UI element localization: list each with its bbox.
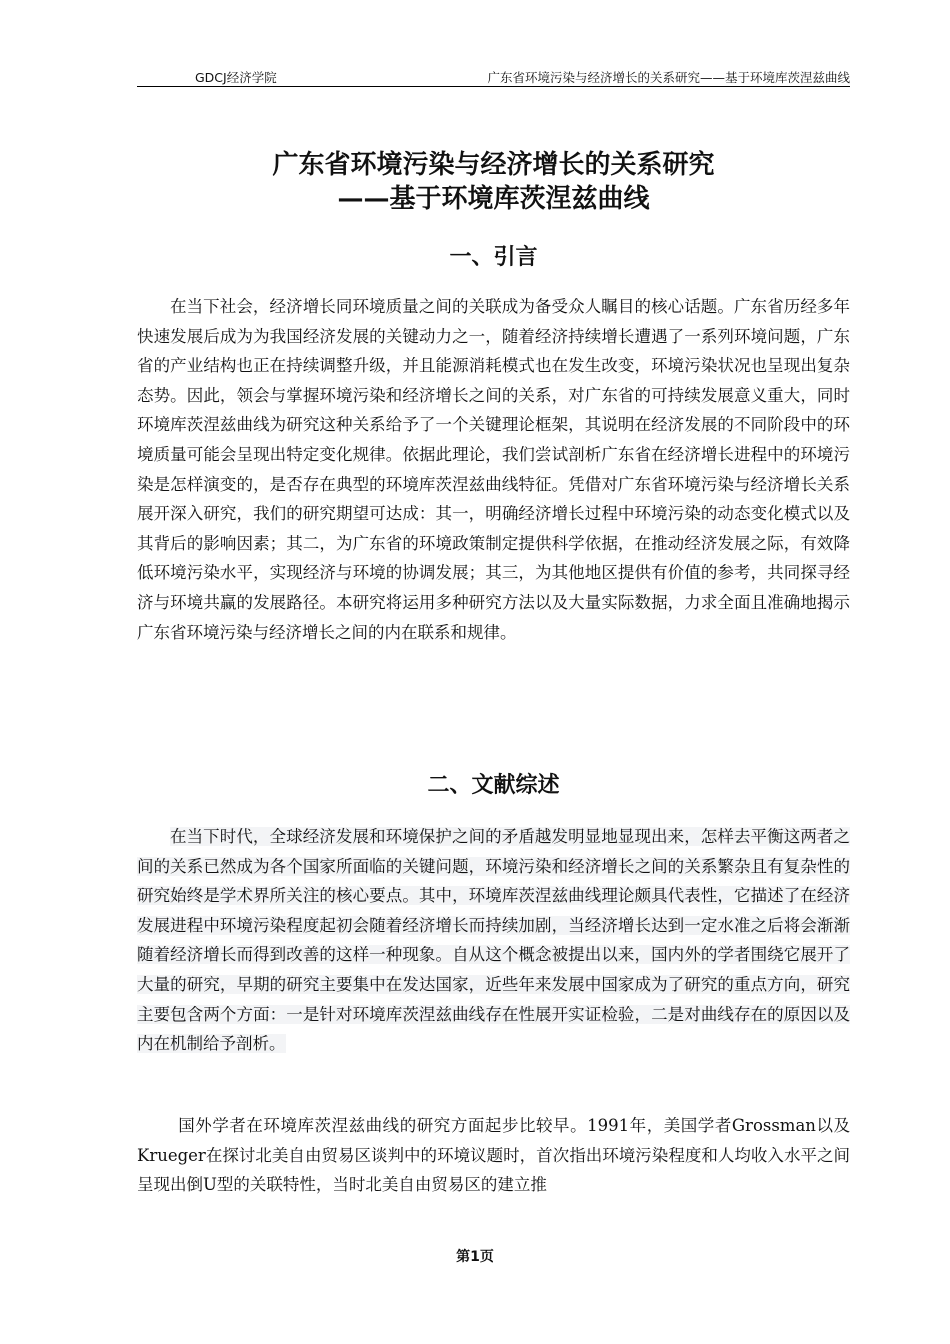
header-running-title: 广东省环境污染与经济增长的关系研究——基于环境库茨涅兹曲线 <box>487 70 850 85</box>
paper-subtitle: ——基于环境库茨涅兹曲线 <box>337 184 650 214</box>
page-number: 第1页 <box>456 1249 494 1265</box>
literature-review-paragraph-1 <box>137 822 850 1059</box>
introduction-paragraph: 在当下社会，经济增长同环境质量之间的关联成为备受众人瞩目的核心话题。广东省历经多年快速发展后成为为我国经济发展的关键动力之一，随着经济持续增长遭遇了一系列环境问题，广东省的产业结构也正在持续调整升级，并且能源消耗模式也在发生改变，环境污染状况也呈现出复杂态势。因此，领会与掌握环境污染和经济增长之间的关系，对广东省的可持续发展意义重大，同时环境库茨涅兹曲线为研究这种关系给予了一个关键理论框架，其说明在经济发展的不同阶段中的环境质量可能会呈现出特定变化规律。依据此理论，我们尝试剖析广东省在经济增长进程中的环境污染是怎样演变的，是否存在典型的环境库茨涅兹曲线特征。凭借对广东省环境污染与经济增长关系展开深入研究，我们的研究期望可达成：其一，明确经济增长过程中环境污染的动态变化模式以及其背后的影响因素；其二，为广东省的环境政策制定提供科学依据，在推动经济发展之际，有效降低环境污染水平，实现经济与环境的协调发展；其三，为其他地区提供有价值的参考，共同探寻经济与环境共赢的发展路径。本研究将运用多种研究方法以及大量实际数据，力求全面且准确地揭示广东省环境污染与经济增长之间的内在联系和规律。 <box>137 297 850 642</box>
highlighted-text: 在当下时代，全球经济发展和环境保护之间的矛盾越发明显地显现出来，怎样去平衡这两者之间的关系已然成为各个国家所面临的关键问题，环境污染和经济增长之间的关系繁杂且有复杂性的研究始终是学术界所关注的核心要点。其中，环境库茨涅兹曲线理论颇具代表性，它描述了在经济发展进程中环境污染程度起初会随着经济增长而持续加剧，当经济增长达到一定水准之后将会渐渐随着经济增长而得到改善的这样一种现象。自从这个概念被提出以来，国内外的学者围绕它展开了大量的研究，早期的研究主要集中在发达国家，近些年来发展中国家成为了研究的重点方向，研究主要包含两个方面：一是针对环境库茨涅兹曲线存在性展开实证检验，二是对曲线存在的原因以及内在机制给予剖析。 <box>137 827 850 1054</box>
header-institution: GDCJ经济学院 <box>195 70 277 85</box>
section-heading-introduction: 一、引言 <box>449 245 538 270</box>
page-header <box>137 66 850 87</box>
literature-review-paragraph-2: 国外学者在环境库茨涅兹曲线的研究方面起步比较早。1991年，美国学者Grossman以及Krueger在探讨北美自由贸易区谈判中的环境议题时，首次指出环境污染程度和人均收入水平之间呈现出倒U型的关联特性，当时北美自由贸易区的建立推 <box>137 1116 850 1195</box>
section-heading-literature-review: 二、文献综述 <box>427 773 560 798</box>
paper-title: 广东省环境污染与经济增长的关系研究 <box>272 150 715 180</box>
